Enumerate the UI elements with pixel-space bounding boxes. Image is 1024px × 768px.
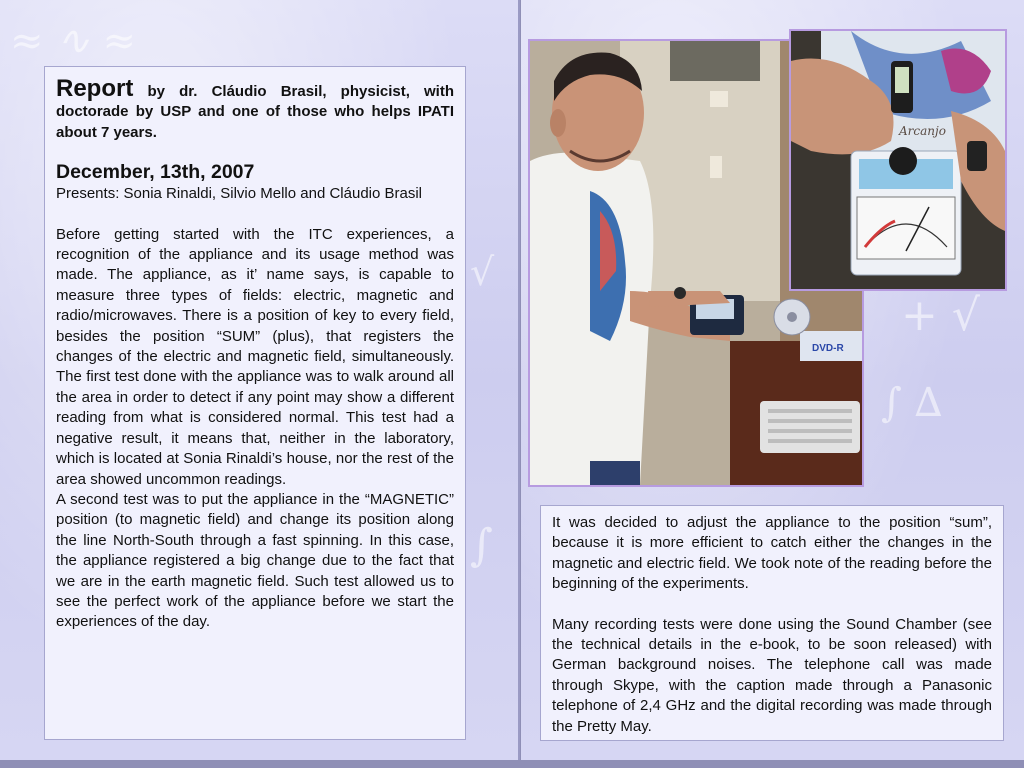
report-byline: by dr. Cláudio Brasil, physicist, with doctorade by USP and one of those who helps IPATI about 7 years. <box>56 83 454 141</box>
presenters: Presents: Sonia Rinaldi, Silvio Mello and Cláudio Brasil <box>56 185 423 203</box>
photo-meter-illustration <box>791 31 1005 289</box>
photo-meter-closeup <box>789 29 1007 291</box>
paragraph: A second test was to put the appliance in the “MAGNETIC” position (to magnetic field) and change its position along the line North-South through a fast spinning. In this case, the appliance registered a big change due to the fact that we are in the earth magnetic field. Such test allowed us to see the perfect work of the appliance before we start the experiences of the day. <box>56 490 454 631</box>
paragraph: It was decided to adjust the appliance to the position “sum”, because it is more efficient to catch either the changes in the magnetic and electric field. We took note of the reading before the beginning of the experiments. <box>552 514 992 593</box>
experiment-text-box <box>540 505 1004 741</box>
background-scribble: ≈ ∿ ≈ <box>10 18 136 64</box>
spacer <box>56 205 454 225</box>
dvd-label: DVD-R <box>812 343 844 354</box>
report-text-box <box>44 66 466 740</box>
spacer <box>552 595 992 615</box>
report-title: Report <box>56 75 134 102</box>
report-header <box>56 75 454 143</box>
background-scribble: ∫ <box>470 520 493 571</box>
paragraph: Many recording tests were done using the Sound Chamber (see the technical details in the e-book, to be soon released) with German background noises. The telephone call was made through Skype, with the caption made through a Panasonic telephone of 2,4 GHz and the digital recording was made through the Pretty May. <box>552 615 992 735</box>
background-scribble: ∫ ∆ <box>881 380 943 426</box>
date-heading: December, 13th, 2007 <box>56 161 255 184</box>
paragraph: Before getting started with the ITC experiences, a recognition of the appliance and its usage method was made. The appliance, as it’ name says, is capable to measure three types of fields: electric, magnetic and radio/microwaves. There is a position of key to every field, besides the position “SUM” (plus), that registers the changes of the electric and magnetic field, simultaneously. The first test done with the appliance was to walk around all the area in order to detect if any point may show a different reading from what is considered normal. This test had a negative result, it means that, neither in the laboratory, which is located at Sonia Rinaldi’s house, nor the rest of the area showed uncommon readings. <box>56 225 454 488</box>
background-scribble: + √ <box>901 290 980 341</box>
shirt-print-text: Arcanjo <box>899 124 946 138</box>
background-scribble: √ <box>470 250 495 294</box>
right-page <box>521 0 1024 760</box>
